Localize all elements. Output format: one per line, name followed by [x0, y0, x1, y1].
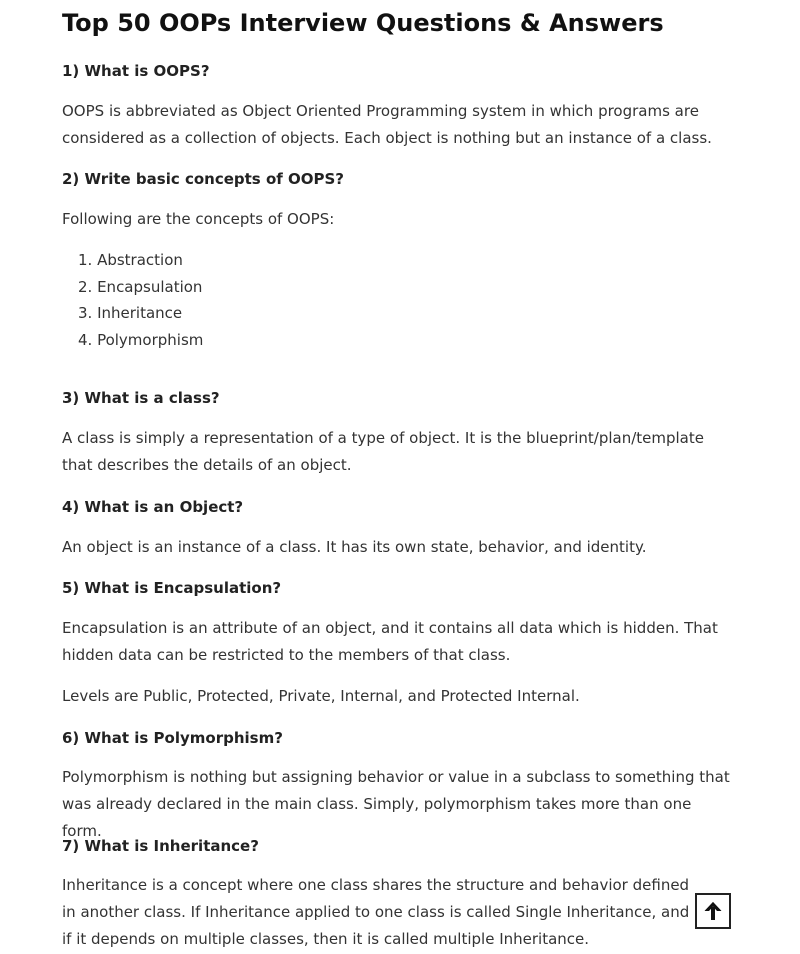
question-1-heading: 1) What is OOPS?: [62, 62, 210, 80]
page-title: Top 50 OOPs Interview Questions & Answers: [62, 9, 664, 37]
list-item: 2. Encapsulation: [78, 277, 203, 296]
oops-concepts-list: [78, 247, 203, 353]
question-3-heading: 3) What is a class?: [62, 389, 220, 407]
question-6-answer: Polymorphism is nothing but assigning behavior or value in a subclass to something that was already declared in the main class. Simply, polymorphism takes more than one form.: [62, 768, 730, 840]
question-1-answer: OOPS is abbreviated as Object Oriented Programming system in which programs are considered as a collection of objects. Each object is nothing but an instance of a class.: [62, 102, 712, 147]
question-2-answer: Following are the concepts of OOPS:: [62, 210, 335, 228]
question-4-answer: An object is an instance of a class. It has its own state, behavior, and identity.: [62, 538, 647, 556]
question-7-answer: Inheritance is a concept where one class shares the structure and behavior defined in another class. If Inheritance applied to one class is called Single Inheritance, and if it depends on multiple classes, then it is called multiple Inheritance.: [62, 876, 690, 948]
question-3-answer: A class is simply a representation of a type of object. It is the blueprint/plan/template that describes the details of an object.: [62, 429, 704, 474]
back-to-top-button[interactable]: [695, 893, 731, 929]
list-item: 4. Polymorphism: [78, 330, 204, 349]
question-2-heading: 2) Write basic concepts of OOPS?: [62, 170, 344, 188]
question-4-heading: 4) What is an Object?: [62, 498, 244, 516]
arrow-up-icon: [704, 901, 722, 921]
question-5-heading: 5) What is Encapsulation?: [62, 579, 282, 597]
question-6-heading: 6) What is Polymorphism?: [62, 729, 283, 747]
question-7-heading: 7) What is Inheritance?: [62, 837, 259, 855]
question-5-levels: Levels are Public, Protected, Private, Internal, and Protected Internal.: [62, 687, 580, 705]
question-5-answer: Encapsulation is an attribute of an object, and it contains all data which is hidden. That hidden data can be restricted to the members of that class.: [62, 619, 718, 664]
list-item: 1. Abstraction: [78, 251, 183, 269]
list-item: 3. Inheritance: [78, 304, 183, 322]
